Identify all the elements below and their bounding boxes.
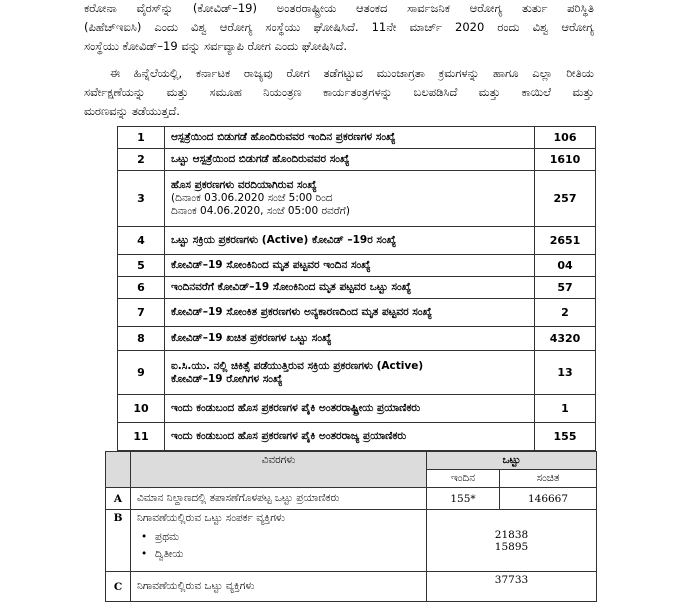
intro-line-3: ಸಂಸ್ಥೆಯು ಕೋವಿಡ್–19 ವನ್ನು ಸರ್ವವ್ಯಾಪಿ ರೋಗ ಎಂದು ಘೋಷಿಸಿದೆ. [84, 39, 347, 53]
bullet-secondary: • ದ್ವಿತೀಯ [137, 548, 420, 561]
header-letter-cell [106, 452, 131, 488]
header-details: ವಿವರಗಳು [131, 452, 427, 488]
row-value: 257 [535, 171, 596, 227]
row-number: 9 [118, 351, 165, 395]
row-value: 155 [535, 423, 596, 451]
primary-contacts-value: 21838 [494, 528, 529, 541]
row-value: 57 [535, 277, 596, 299]
row-description-title: ಹೊಸ ಪ್ರಕರಣಗಳು ವರದಿಯಾಗಿರುವ ಸಂಖ್ಯೆ [171, 179, 317, 191]
row-description: ಒಟ್ಟು ಆಸ್ಪತ್ರೆಯಿಂದ ಬಿಡುಗಡೆ ಹೊಂದಿರುವವರ ಸಂಖ್ಯೆ [165, 149, 535, 171]
row-value: 2 [535, 299, 596, 327]
row-value: 4320 [535, 327, 596, 351]
context-line-3: ಮರಣವನ್ನು ತಡೆಯುತ್ತದೆ. [84, 104, 180, 118]
row-value: 04 [535, 255, 596, 277]
context-line-2: ಸರ್ವೇಕ್ಷಣೆಯನ್ನು ಮತ್ತು ಸಮೂಹ ನಿಯಂತ್ರಣ ಕಾರ್ಯತಂತ್ರಗಳನ್ನು ಬಲಪಡಿಸಿದೆ ಮತ್ತು ಕಾಯಿಲೆ ಮತ್ತು [84, 85, 594, 99]
row-value: 1610 [535, 149, 596, 171]
row-number: 5 [118, 255, 165, 277]
row-value: 106 [535, 127, 596, 149]
table-row [106, 488, 597, 510]
table-row [118, 171, 596, 227]
bullet-primary: • ಪ್ರಥಮ [137, 531, 420, 544]
header-today: ಇಂದಿನ [427, 470, 500, 488]
table-row [118, 395, 596, 423]
table-row [118, 149, 596, 171]
row-description [131, 510, 427, 572]
row-letter: A [106, 488, 131, 510]
row-number: 1 [118, 127, 165, 149]
covid-statistics-table [117, 126, 596, 451]
row-description: ಆಸ್ಪತ್ರೆಯಿಂದ ಬಿಡುಗಡೆ ಹೊಂದಿರುವವರ ಇಂದಿನ ಪ್ರಕರಣಗಳ ಸಂಖ್ಯೆ [165, 127, 535, 149]
table-row [106, 572, 597, 602]
row-number: 10 [118, 395, 165, 423]
intro-line-2: (ಪಿಹೆಚ್ಇಐಸಿ) ಎಂದು ವಿಶ್ವ ಆರೋಗ್ಯ ಸಂಸ್ಥೆಯು ಘೋಷಿಸಿದೆ. 11ನೇ ಮಾರ್ಚ್ 2020 ರಂದು ವಿಶ್ವ ಆರೋಗ್ಯ [84, 20, 594, 34]
row-description-title: ನಿಗಾವಣೆಯಲ್ಲಿರುವ ಒಟ್ಟು ಸಂಪರ್ಕ ವ್ಯಕ್ತಿಗಳು [137, 512, 285, 524]
table-row [118, 255, 596, 277]
table-row [118, 227, 596, 255]
row-number: 7 [118, 299, 165, 327]
row-number: 3 [118, 171, 165, 227]
passenger-surveillance-table [105, 451, 597, 602]
row-description-line-1: ಐ.ಸಿ.ಯು. ನಲ್ಲಿ ಚಿಕಿತ್ಸೆ ಪಡೆಯುತ್ತಿರುವ ಸಕ್ರಿಯ ಪ್ರಕರಣಗಳು (Active) [171, 359, 424, 372]
row-letter: B [106, 510, 131, 572]
secondary-contacts-value: 15895 [494, 540, 529, 553]
row-description: ಕೋವಿಡ್–19 ಸೋಂಕಿತ ಪ್ರಕರಣಗಳು ಅನ್ಯಕಾರಣದಿಂದ ಮೃತ ಪಟ್ಟವರ ಸಂಖ್ಯೆ [165, 299, 535, 327]
row-value: 2651 [535, 227, 596, 255]
table-row [118, 299, 596, 327]
table-row [118, 127, 596, 149]
row-today-value: 155* [427, 488, 500, 510]
row-description: ಒಟ್ಟು ಸಕ್ರಿಯ ಪ್ರಕರಣಗಳು (Active) ಕೋವಿಡ್ –19ರ ಸಂಖ್ಯೆ [165, 227, 535, 255]
table-row [106, 510, 597, 572]
row-values [427, 510, 597, 572]
row-number: 8 [118, 327, 165, 351]
row-description: ಕೋವಿಡ್–19 ಸೋಂಕಿನಿಂದ ಮೃತ ಪಟ್ಟವರ ಇಂದಿನ ಸಂಖ್ಯೆ [165, 255, 535, 277]
row-description: ವಿಮಾನ ನಿಲ್ದಾಣದಲ್ಲಿ ತಪಾಸಣೆಗೊಳಪಟ್ಟ ಒಟ್ಟು ಪ್ರಯಾಣಿಕರು [131, 488, 427, 510]
row-value: 1 [535, 395, 596, 423]
row-number: 6 [118, 277, 165, 299]
row-value: 37733 [427, 572, 597, 602]
row-value: 13 [535, 351, 596, 395]
row-number: 11 [118, 423, 165, 451]
row-description-date-to: ದಿನಾಂಕ 04.06.2020, ಸಂಜೆ 05:00 ರವರೆಗೆ) [171, 205, 350, 217]
row-description: ಕೋವಿಡ್–19 ಖಚಿತ ಪ್ರಕರಣಗಳ ಒಟ್ಟು ಸಂಖ್ಯೆ [165, 327, 535, 351]
row-description [165, 351, 535, 395]
table-row [118, 327, 596, 351]
table-row [118, 351, 596, 395]
header-cumulative: ಸಂಚಿತ [500, 470, 597, 488]
row-description [165, 171, 535, 227]
row-description: ಇಂದಿನವರೆಗೆ ಕೋವಿಡ್–19 ಸೋಂಕಿನಿಂದ ಮೃತ ಪಟ್ಟವರ ಒಟ್ಟು ಸಂಖ್ಯೆ [165, 277, 535, 299]
row-number: 2 [118, 149, 165, 171]
header-total: ಒಟ್ಟು [427, 452, 597, 470]
row-description: ನಿಗಾವಣೆಯಲ್ಲಿರುವ ಒಟ್ಟು ವ್ಯಕ್ತಿಗಳು [131, 572, 427, 602]
context-paragraph [84, 64, 594, 121]
row-number: 4 [118, 227, 165, 255]
table-row [118, 277, 596, 299]
table-row [118, 423, 596, 451]
row-description: ಇಂದು ಕಂಡುಬಂದ ಹೊಸ ಪ್ರಕರಣಗಳ ಪೈಕಿ ಅಂತರರಾಜ್ಯ ಪ್ರಯಾಣಿಕರು [165, 423, 535, 451]
context-line-1: ಈ ಹಿನ್ನೆಲೆಯಲ್ಲಿ, ಕರ್ನಾಟಕ ರಾಜ್ಯವು ರೋಗ ತಡೆಗಟ್ಟುವ ಮುಂಜಾಗ್ರತಾ ಕ್ರಮಗಳನ್ನು ಹಾಗೂ ಎಲ್ಲಾ ರೀತಿಯ [110, 66, 594, 80]
table-header-row [106, 452, 597, 470]
intro-paragraph [84, 0, 594, 56]
intro-line-1: ಕರೋನಾ ವೈರಸ್‌ನ್ನು (ಕೋವಿಡ್–19) ಅಂತರರಾಷ್ಟ್ರೀಯ ಆತಂಕದ ಸಾರ್ವಜನಿಕ ಆರೋಗ್ಯ ತುರ್ತು ಪರಿಸ್ಥಿತಿ [84, 1, 594, 15]
row-description: ಇಂದು ಕಂಡುಬಂದ ಹೊಸ ಪ್ರಕರಣಗಳ ಪೈಕಿ ಅಂತರರಾಷ್ಟ್ರೀಯ ಪ್ರಯಾಣಿಕರು [165, 395, 535, 423]
row-description-date-from: (ದಿನಾಂಕ 03.06.2020 ಸಂಜೆ 5:00 ರಿಂದ [171, 192, 333, 204]
row-cumulative-value: 146667 [500, 488, 597, 510]
row-description-line-2: ಕೋವಿಡ್–19 ರೋಗಿಗಳ ಸಂಖ್ಯೆ [171, 372, 283, 385]
row-letter: C [106, 572, 131, 602]
